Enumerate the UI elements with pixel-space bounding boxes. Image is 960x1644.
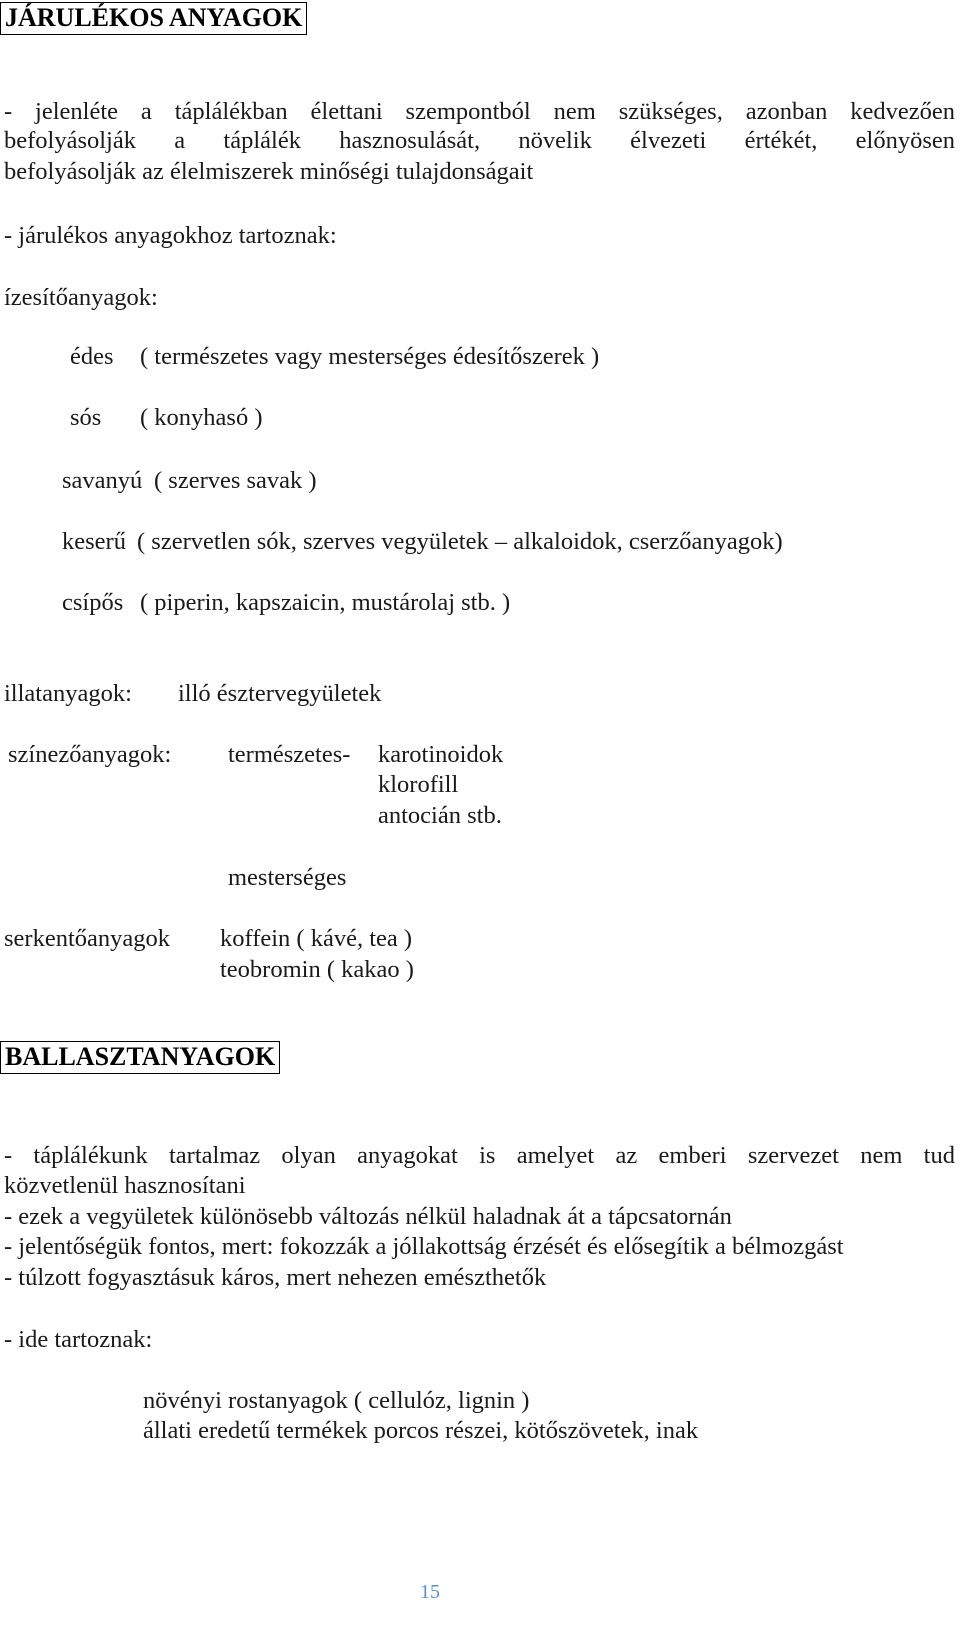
flavor-name: savanyú [62,467,143,494]
color-artificial-label: mesterséges [228,864,347,891]
flavor-name: csípős [62,589,124,616]
ballast-line: - táplálékunk tartalmaz olyan anyagokat is amelyet az emberi szervezet nem tud [4,1142,955,1169]
ballast-line: - ezek a vegyületek különösebb változás nélkül haladnak át a tápcsatornán [4,1203,732,1230]
color-natural-label: természetes- [228,741,351,768]
flavors-label: ízesítőanyagok: [4,284,158,311]
aroma-label: illatanyagok: [4,680,132,707]
flavor-name: keserű [62,528,126,555]
flavor-name: sós [70,404,102,431]
color-natural-item: antocián stb. [378,802,502,829]
ballast-line: - túlzott fogyasztásuk káros, mert nehezen emészthetők [4,1264,547,1291]
intro-line: - jelenléte a táplálékban élettani szempontból nem szükséges, azonban kedvezően [4,98,955,125]
section-title-jarulekos: JÁRULÉKOS ANYAGOK [0,2,307,35]
color-natural-item: karotinoidok [378,741,504,768]
flavor-desc: ( konyhasó ) [140,404,263,431]
section-title-ballaszt: BALLASZTANYAGOK [0,1041,280,1074]
page-number: 15 [420,1581,440,1603]
stimulant-item: koffein ( kávé, tea ) [220,925,413,952]
color-label: színezőanyagok: [8,741,172,768]
flavor-desc: ( szervetlen sók, szerves vegyületek – alkaloidok, cserzőanyagok) [137,528,783,555]
flavor-desc: ( piperin, kapszaicin, mustárolaj stb. ) [140,589,511,616]
aroma-value: illó észtervegyületek [178,680,382,707]
stimulant-item: teobromin ( kakao ) [220,956,414,983]
flavor-name: édes [70,343,114,370]
intro-line: befolyásolják a táplálék hasznosulását, növelik élvezeti értékét, előnyösen [4,127,955,154]
ballast-line: - jelentőségük fontos, mert: fokozzák a jóllakottság érzését és elősegítik a bélmozgást [4,1233,844,1260]
ballast-line: közvetlenül hasznosítani [4,1172,246,1199]
flavor-desc: ( szerves savak ) [154,467,317,494]
stimulant-label: serkentőanyagok [4,925,170,952]
flavor-desc: ( természetes vagy mesterséges édesítőszerek ) [140,343,600,370]
color-natural-item: klorofill [378,771,459,798]
intro-line: befolyásolják az élelmiszerek minőségi tulajdonságait [4,158,534,185]
ballast-item: növényi rostanyagok ( cellulóz, lignin ) [143,1387,530,1414]
belongs-label: - járulékos anyagokhoz tartoznak: [4,222,337,249]
ballast-belongs-label: - ide tartoznak: [4,1326,153,1353]
ballast-item: állati eredetű termékek porcos részei, kötőszövetek, inak [143,1417,699,1444]
